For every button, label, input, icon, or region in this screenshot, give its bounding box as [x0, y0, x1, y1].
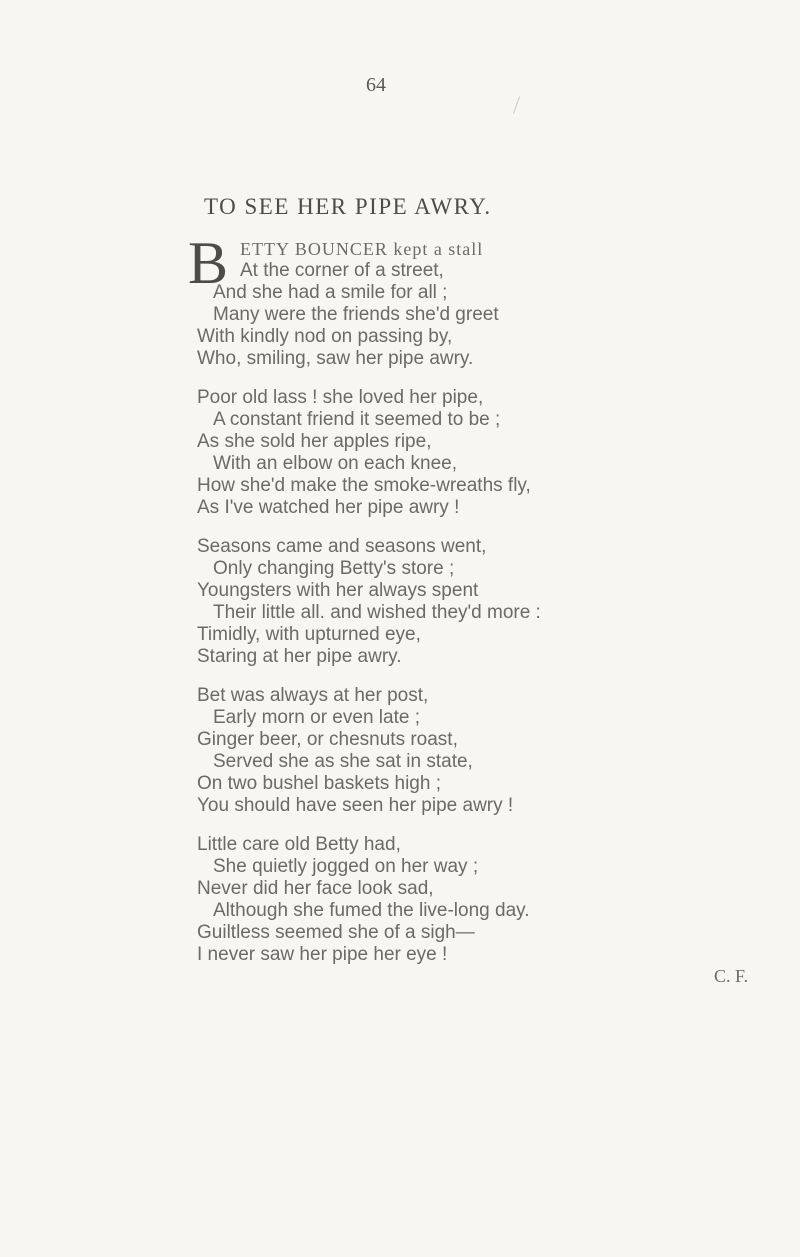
- poem-line: Bet was always at her post,: [197, 685, 429, 706]
- poem-line: Served she as she sat in state,: [213, 751, 473, 772]
- poem-line: Many were the friends she'd greet: [213, 304, 499, 325]
- poem-line: She quietly jogged on her way ;: [213, 856, 479, 877]
- author-signature: C. F.: [714, 966, 749, 986]
- margin-mark: [513, 96, 520, 113]
- poem-line: With kindly nod on passing by,: [197, 326, 453, 347]
- drop-cap: B: [188, 230, 229, 296]
- poem-line: With an elbow on each knee,: [213, 453, 457, 474]
- poem-line: Early morn or even late ;: [213, 707, 420, 728]
- poem-line: As she sold her apples ripe,: [197, 431, 432, 452]
- poem-line: On two bushel baskets high ;: [197, 773, 441, 794]
- poem-line: Timidly, with upturned eye,: [197, 624, 421, 645]
- poem-line: How she'd make the smoke-wreaths fly,: [197, 475, 531, 496]
- poem-line: Who, smiling, saw her pipe awry.: [197, 348, 474, 369]
- poem-line: Never did her face look sad,: [197, 878, 434, 899]
- first-line-rest: ETTY BOUNCER kept a stall: [240, 239, 484, 259]
- poem-line: A constant friend it seemed to be ;: [213, 409, 501, 430]
- poem-line: I never saw her pipe her eye !: [197, 944, 448, 965]
- poem-line: Although she fumed the live-long day.: [213, 900, 530, 921]
- poem-line: Only changing Betty's store ;: [213, 558, 455, 579]
- poem-title: TO SEE HER PIPE AWRY.: [204, 194, 492, 219]
- poem-line: As I've watched her pipe awry !: [197, 497, 460, 518]
- poem-line: At the corner of a street,: [240, 260, 444, 281]
- poem-line: Guiltless seemed she of a sigh—: [197, 922, 475, 943]
- poem-line: Little care old Betty had,: [197, 834, 401, 855]
- poem-line: Seasons came and seasons went,: [197, 536, 487, 557]
- page-number: 64: [366, 74, 386, 96]
- poem-line: Their little all. and wished they'd more :: [213, 602, 541, 623]
- poem-line: Poor old lass ! she loved her pipe,: [197, 387, 484, 408]
- poem-line: Ginger beer, or chesnuts roast,: [197, 729, 458, 750]
- poem-line: Youngsters with her always spent: [197, 580, 479, 601]
- poem-line: You should have seen her pipe awry !: [197, 795, 514, 816]
- poem-line: Staring at her pipe awry.: [197, 646, 402, 667]
- poem-line: And she had a smile for all ;: [213, 282, 448, 303]
